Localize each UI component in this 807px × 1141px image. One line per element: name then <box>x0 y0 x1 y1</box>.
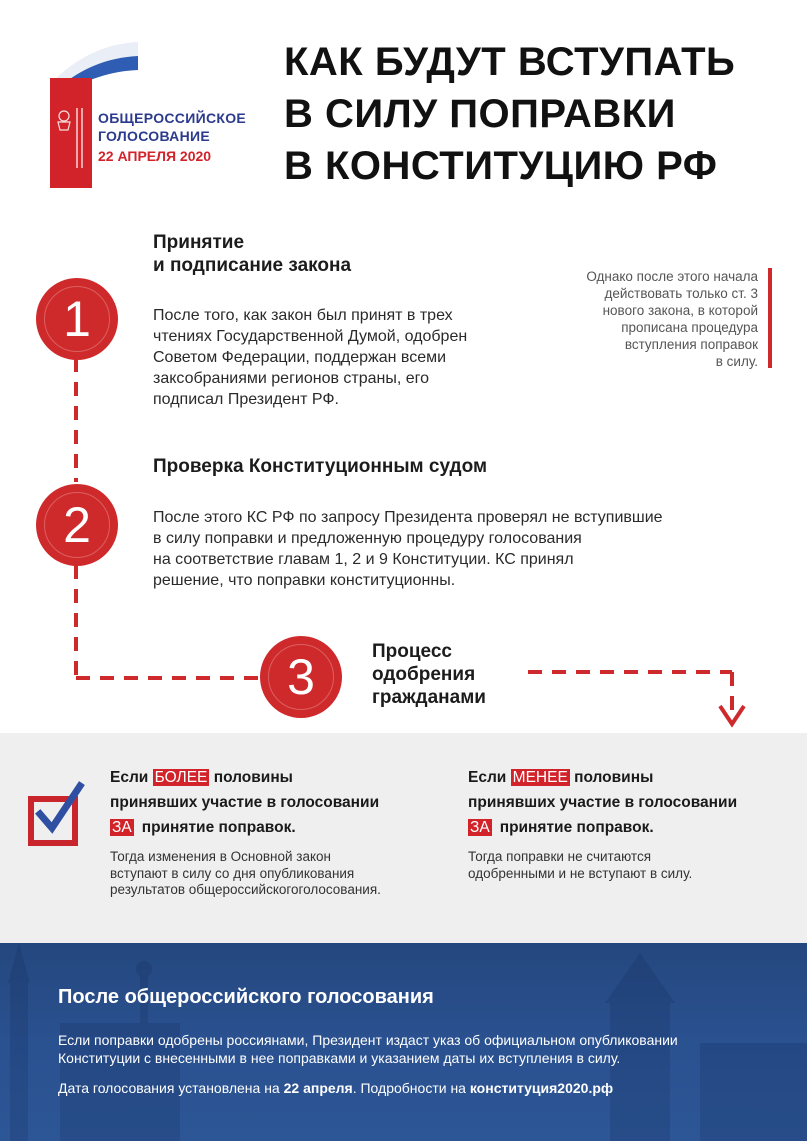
site-link[interactable]: конституция2020.рф <box>469 1080 614 1096</box>
text-line: чтениях Государственной Думой, одобрен <box>153 328 468 345</box>
heading-line: Проверка Конституционным судом <box>153 456 488 477</box>
note-line: вступления поправок <box>624 337 758 352</box>
title-line: КАК БУДУТ ВСТУПАТЬ <box>284 40 736 84</box>
cond-prefix: Если <box>468 769 507 786</box>
text-line: После этого КС РФ по запросу Президента проверял не вступившие <box>153 509 663 526</box>
date-prefix: Дата голосования установлена на <box>58 1080 280 1096</box>
text-line: заксобраниями регионов страны, его <box>153 370 430 387</box>
condition-line-1 <box>110 765 440 790</box>
note-line: Однако после этого начала <box>586 269 758 284</box>
heading-line: и подписание закона <box>153 255 352 276</box>
date-mid: . Подробности на <box>352 1080 466 1096</box>
logo-line-1: ОБЩЕРОССИЙСКОЕ <box>98 110 247 126</box>
step-1-heading <box>153 231 351 277</box>
footer-text <box>58 1031 758 1067</box>
sub-line: одобренными и не вступают в силу. <box>468 865 693 881</box>
cond-line3: принятие поправок. <box>499 819 654 836</box>
condition-line-1 <box>468 765 788 790</box>
logo-date: 22 АПРЕЛЯ 2020 <box>98 148 212 164</box>
condition-subtext <box>468 849 788 882</box>
step-2-heading <box>153 455 487 478</box>
highlight-less: МЕНЕЕ <box>512 769 568 786</box>
cond-prefix: Если <box>110 769 149 786</box>
sub-line: результатов общероссийскогоголосования. <box>110 882 381 897</box>
condition-more <box>110 765 440 899</box>
checkmark-icon <box>30 780 86 840</box>
step-2-text <box>153 507 753 591</box>
date-value: 22 апреля <box>283 1080 353 1096</box>
sub-line: вступают в силу со дня опубликования <box>110 865 355 881</box>
highlight-za: ЗА <box>112 819 132 836</box>
text-line: Советом Федерации, поддержан всеми <box>153 349 447 366</box>
note-line: действовать только ст. 3 <box>604 286 758 301</box>
text-line: решение, что поправки конституционны. <box>153 572 456 589</box>
condition-subtext <box>110 849 440 899</box>
sub-line: Тогда поправки не считаются <box>468 849 652 864</box>
step-number-1: 1 <box>36 278 118 360</box>
heading-line: Принятие <box>153 232 245 253</box>
heading-line: одобрения <box>372 664 476 685</box>
footer-text-line: Конституции с внесенными в нее поправками и указанием даты их вступления в силу. <box>58 1050 621 1066</box>
step-3-heading <box>372 640 486 709</box>
heading-line: Процесс <box>372 641 452 662</box>
text-line: После того, как закон был принят в трех <box>153 307 453 324</box>
cond-rest: половины <box>213 769 293 786</box>
condition-line-3 <box>110 815 440 840</box>
sub-line: Тогда изменения в Основной закон <box>110 849 331 864</box>
heading-line: гражданами <box>372 687 486 708</box>
side-note <box>552 268 758 370</box>
text-line: на соответствие главам 1, 2 и 9 Конституции. КС принял <box>153 551 574 568</box>
step-number-2: 2 <box>36 484 118 566</box>
condition-line-3 <box>468 815 788 840</box>
text-line: в силу поправки и предложенную процедуру голосования <box>153 530 582 547</box>
logo-line-2: ГОЛОСОВАНИЕ <box>98 128 210 144</box>
condition-line-2: принявших участие в голосовании <box>468 794 738 811</box>
title-line: В КОНСТИТУЦИЮ РФ <box>284 144 718 188</box>
title-line: В СИЛУ ПОПРАВКИ <box>284 92 676 136</box>
highlight-za: ЗА <box>470 819 490 836</box>
note-line: прописана процедура <box>621 320 758 335</box>
text-line: подписал Президент РФ. <box>153 391 339 408</box>
step-1-text <box>153 305 533 410</box>
cond-rest: половины <box>574 769 654 786</box>
footer-date <box>58 1080 778 1096</box>
cond-line3: принятие поправок. <box>141 819 296 836</box>
side-note-bar <box>768 268 772 368</box>
step-number-3: 3 <box>260 636 342 718</box>
condition-less <box>468 765 788 882</box>
highlight-more: БОЛЕЕ <box>154 769 208 786</box>
note-line: нового закона, в которой <box>602 303 758 318</box>
footer-text-line: Если поправки одобрены россиянами, Президент издаст указ об официальном опубликовании <box>58 1032 678 1048</box>
footer-title: После общероссийского голосования <box>58 986 434 1008</box>
condition-line-2: принявших участие в голосовании <box>110 794 380 811</box>
note-line: в силу. <box>715 354 758 369</box>
